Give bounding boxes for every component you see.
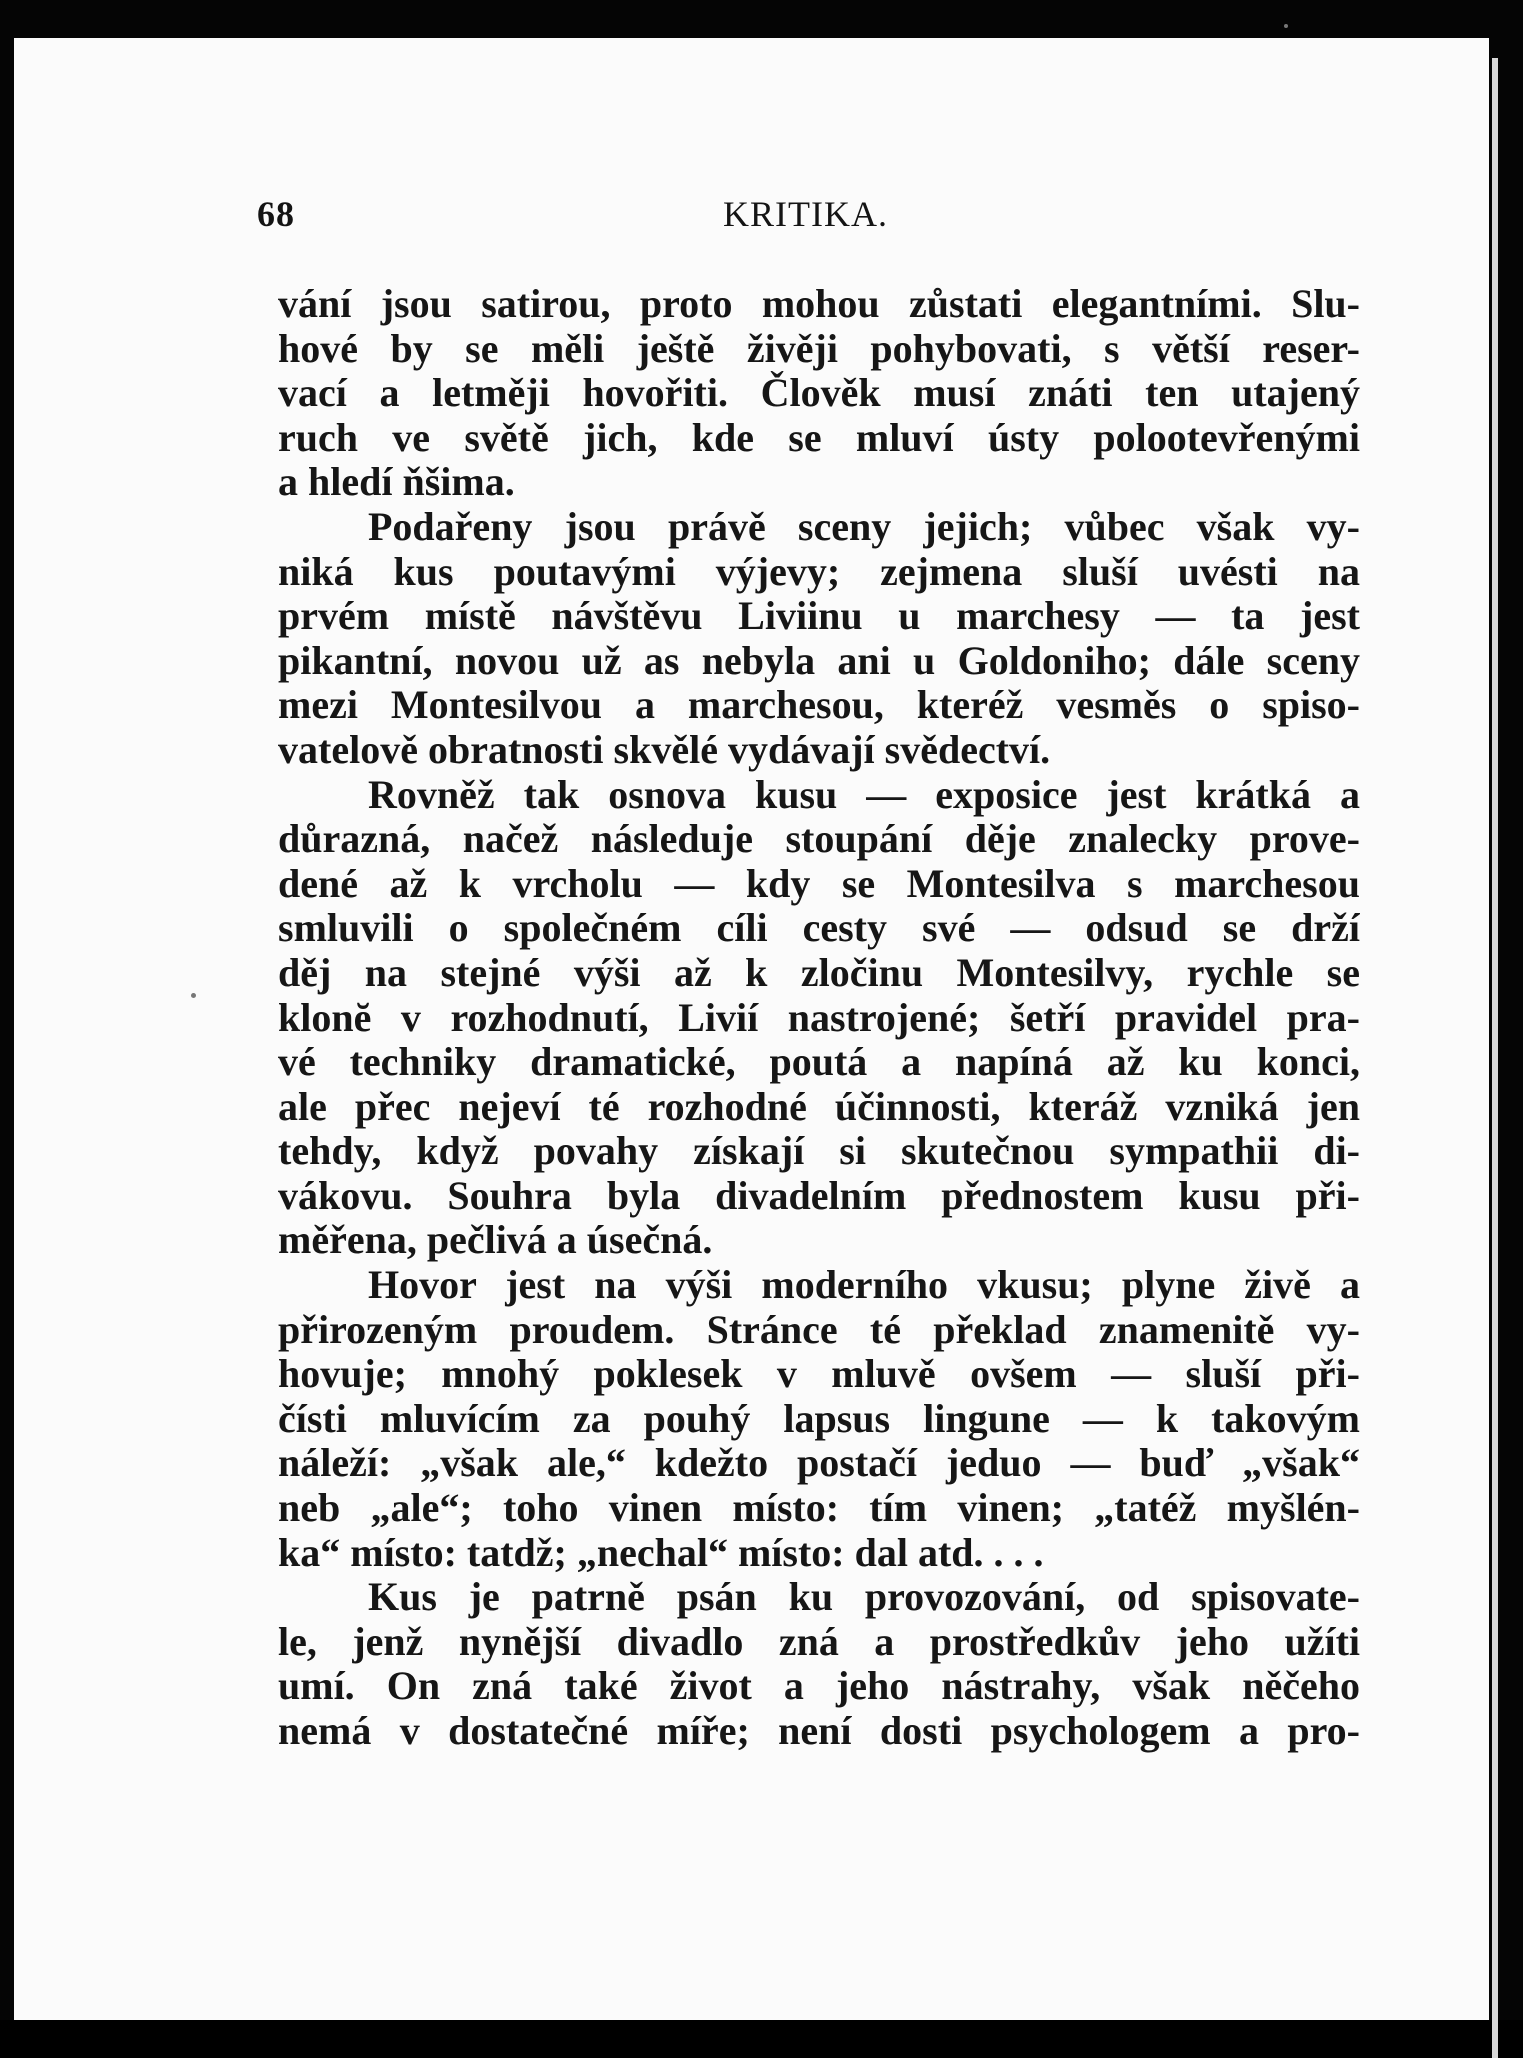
body-text: [278, 282, 1360, 1754]
text-line: neb „ale“; toho vinen místo: tím vinen; „tatéž myšlén-: [278, 1486, 1360, 1531]
page-number: 68: [257, 194, 295, 234]
text-line: vé techniky dramatické, poutá a napíná až ku konci,: [278, 1040, 1360, 1085]
text-line: a hledí ňšima.: [278, 460, 515, 505]
text-line: le, jenž nynější divadlo zná a prostředkův jeho užíti: [278, 1619, 1360, 1664]
text-line: niká kus poutavými výjevy; zejmena sluší uvésti na: [278, 549, 1360, 594]
text-line: děj na stejné výši až k zločinu Montesilvy, rychle se: [278, 950, 1360, 995]
text-line: nemá v dostatečné míře; není dosti psychologem a pro-: [278, 1709, 1360, 1753]
scan-speck: [191, 993, 196, 998]
text-line: tehdy, když povahy získají si skutečnou sympathii di-: [278, 1129, 1360, 1174]
text-line: čísti mluvícím za pouhý lapsus lingune — k takovým: [278, 1396, 1360, 1441]
text-line: vatelově obratnosti skvělé vydávají svědectví.: [278, 727, 1051, 772]
text-line: náleží: „však ale,“ kdežto postačí jeduo — buď „však“: [278, 1441, 1360, 1486]
scan-border-top: [0, 0, 1523, 38]
paragraph-start-line: Kus je patrně psán ku provozování, od spisovate-: [368, 1575, 1360, 1620]
page-header: [257, 155, 1367, 234]
text-line: pikantní, novou už as nebyla ani u Goldoniho; dále sceny: [278, 638, 1360, 683]
running-head: KRITIKA.: [723, 194, 888, 234]
text-line: vání jsou satirou, proto mohou zůstati elegantními. Slu-: [278, 282, 1360, 326]
paragraph-start-line: Rovněž tak osnova kusu — exposice jest krátká a: [368, 772, 1360, 817]
text-line: dené až k vrcholu — kdy se Montesilva s marchesou: [278, 861, 1360, 906]
text-line: vákovu. Souhra byla divadelním přednostem kusu při-: [278, 1173, 1360, 1218]
text-line: ale přec nejeví té rozhodné účinnosti, kteráž vzniká jen: [278, 1084, 1360, 1129]
text-line: vací a letměji hovořiti. Člověk musí znáti ten utajený: [278, 371, 1360, 416]
text-line: důrazná, načež následuje stoupání děje znalecky prove-: [278, 817, 1360, 862]
page-edge-shadow: [1492, 58, 1498, 2058]
text-line: mezi Montesilvou a marchesou, kteréž vesměs o spiso-: [278, 683, 1360, 728]
text-line: smluvili o společném cíli cesty své — odsud se drží: [278, 906, 1360, 951]
text-line: klonĕ v rozhodnutí, Livií nastrojené; šetří pravidel pra-: [278, 995, 1360, 1040]
text-line: měřena, pečlivá a úsečná.: [278, 1218, 713, 1263]
paragraph-start-line: Hovor jest na výši moderního vkusu; plyne živě a: [368, 1263, 1360, 1308]
text-line: hové by se měli ještě živěji pohybovati, s větší reser-: [278, 326, 1360, 371]
text-line: ruch ve světě jich, kde se mluví ústy polootevřenými: [278, 415, 1360, 460]
text-line: přirozeným proudem. Stránce té překlad znamenitě vy-: [278, 1307, 1360, 1352]
paragraph-start-line: Podařeny jsou právě sceny jejich; vůbec však vy-: [368, 504, 1360, 549]
text-line: prvém místě návštěvu Liviinu u marchesy — ta jest: [278, 594, 1360, 639]
text-line: hovuje; mnohý poklesek v mluvě ovšem — sluší při-: [278, 1352, 1360, 1397]
scan-border-left: [0, 0, 14, 2020]
text-line: ka“ místo: tatdž; „nechal“ místo: dal atd. . . .: [278, 1530, 1044, 1575]
scan-speck: [1284, 24, 1288, 28]
text-line: umí. On zná také život a jeho nástrahy, však něčeho: [278, 1664, 1360, 1709]
